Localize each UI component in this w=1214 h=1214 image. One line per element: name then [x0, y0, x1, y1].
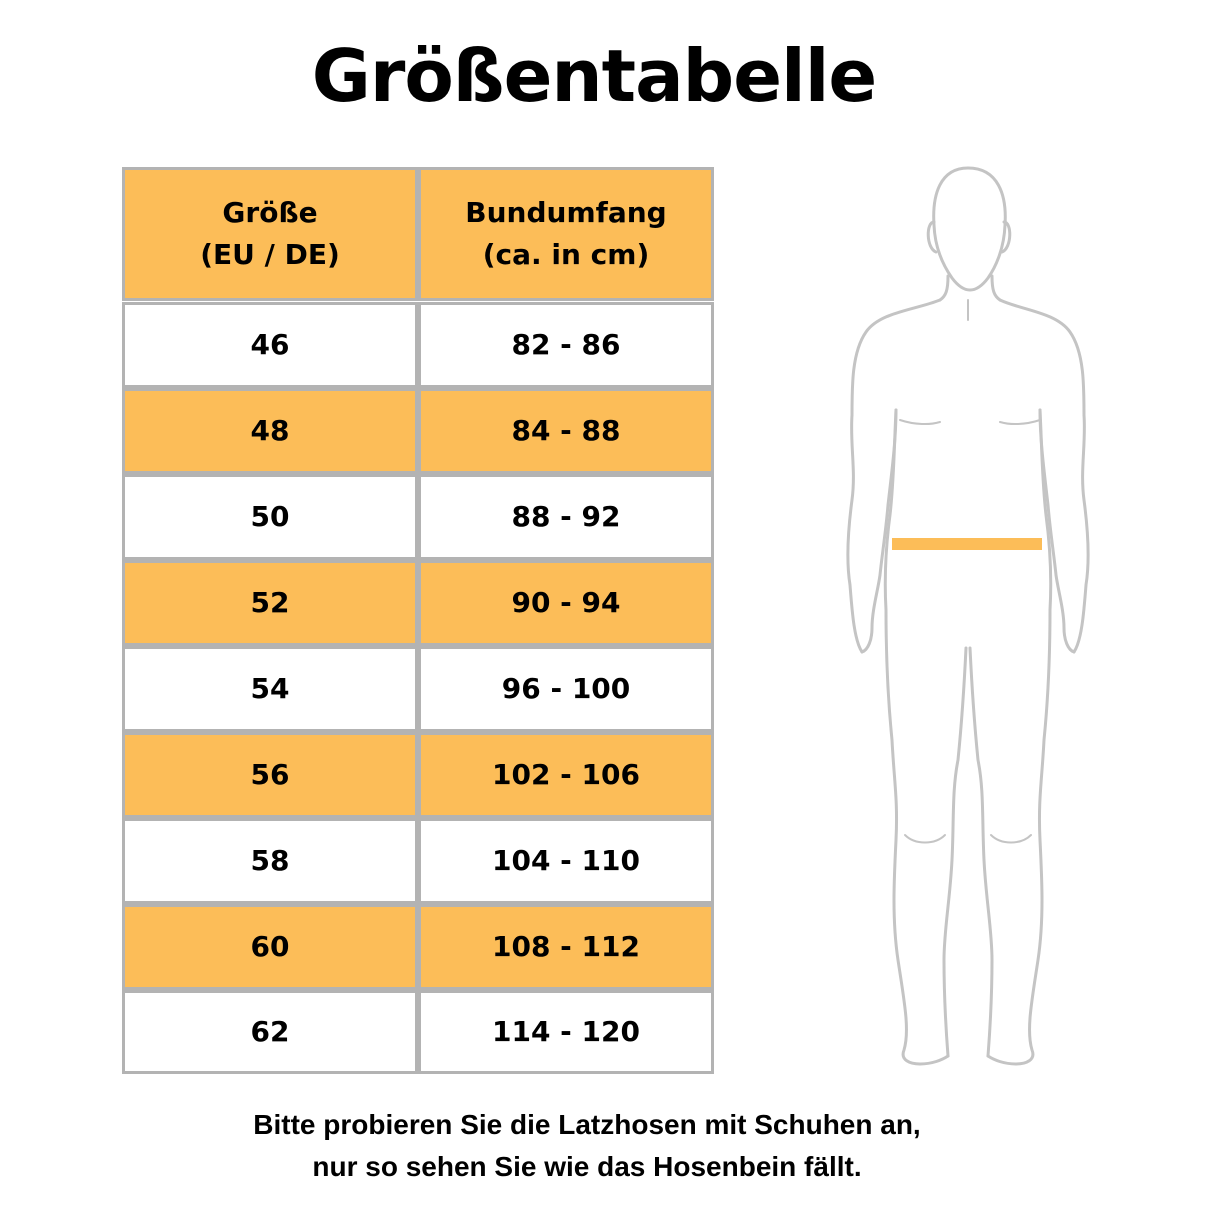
footer-line-2: nur so sehen Sie wie das Hosenbein fällt. — [312, 1151, 862, 1182]
header-size-line1: Größe — [222, 196, 318, 229]
footer-note — [0, 1104, 1174, 1188]
table-row-size: 50 — [122, 474, 418, 560]
table-row-waist: 104 - 110 — [418, 818, 714, 904]
header-waist — [418, 167, 714, 301]
page-title: Größentabelle — [311, 34, 877, 118]
human-body-outline-icon — [830, 160, 1100, 1080]
header-size — [122, 167, 418, 301]
table-row-size: 46 — [122, 302, 418, 388]
header-waist-line1: Bundumfang — [465, 196, 667, 229]
header-size-line2: (EU / DE) — [200, 238, 340, 271]
table-row-waist: 82 - 86 — [418, 302, 714, 388]
table-row-waist: 102 - 106 — [418, 732, 714, 818]
table-row-waist: 84 - 88 — [418, 388, 714, 474]
table-row-waist: 90 - 94 — [418, 560, 714, 646]
table-row-size: 62 — [122, 990, 418, 1074]
table-row-size: 58 — [122, 818, 418, 904]
table-row-size: 60 — [122, 904, 418, 990]
table-row-size: 52 — [122, 560, 418, 646]
table-row-waist: 96 - 100 — [418, 646, 714, 732]
table-row-waist: 108 - 112 — [418, 904, 714, 990]
table-row-size: 48 — [122, 388, 418, 474]
table-row-waist: 114 - 120 — [418, 990, 714, 1074]
table-row-waist: 88 - 92 — [418, 474, 714, 560]
table-row-size: 54 — [122, 646, 418, 732]
footer-line-1: Bitte probieren Sie die Latzhosen mit Schuhen an, — [253, 1109, 921, 1140]
header-waist-line2: (ca. in cm) — [482, 238, 650, 271]
waist-measurement-band — [892, 538, 1042, 550]
table-row-size: 56 — [122, 732, 418, 818]
